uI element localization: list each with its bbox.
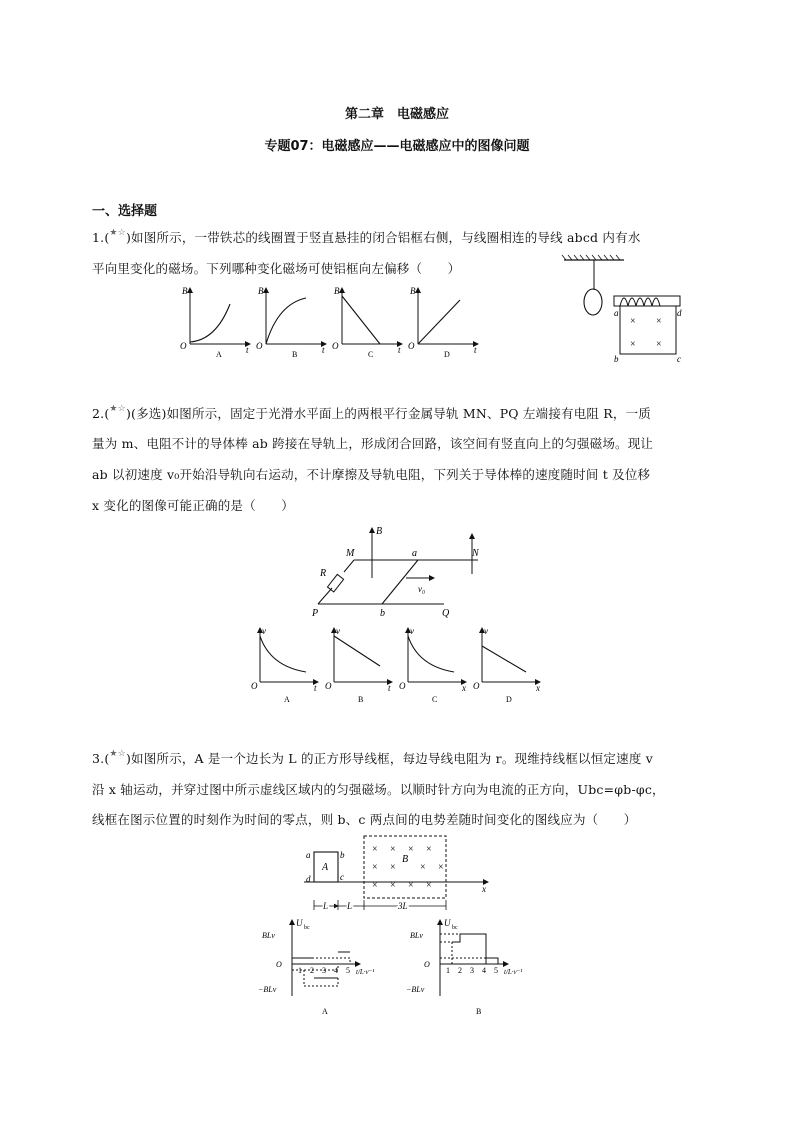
q3-label-c: c bbox=[340, 872, 344, 882]
q3-a-zero: O bbox=[276, 960, 282, 969]
svg-text:×: × bbox=[372, 844, 378, 855]
chapter-title: 第二章 电磁感应 bbox=[344, 107, 449, 122]
q2-label-n: N bbox=[472, 548, 479, 559]
q2-b-axis-y: v bbox=[336, 626, 340, 636]
q2-a-origin: O bbox=[251, 681, 258, 691]
q2-number: 2.( bbox=[92, 406, 110, 421]
q1-option-a-label: A bbox=[216, 350, 222, 359]
q2-c-axis-x: x bbox=[462, 683, 466, 693]
q2-c-origin: O bbox=[399, 681, 406, 691]
q1-graph-d bbox=[408, 286, 478, 359]
q1-option-b-label: B bbox=[292, 350, 298, 359]
q2-option-d-label: D bbox=[506, 695, 512, 704]
q2-graph-a bbox=[251, 626, 318, 704]
q1-graph-b bbox=[256, 286, 326, 359]
svg-text:×: × bbox=[390, 844, 396, 855]
field-mark: × bbox=[630, 316, 636, 327]
q3-text1: )如图所示，A 是一个边长为 L 的正方形导线框，每边导线电阻为 r。现维持线框以恒定速度 v bbox=[125, 751, 653, 766]
q3-b-neg-label: −BLv bbox=[406, 985, 425, 994]
q1-d-axis-y: B bbox=[410, 286, 416, 296]
q1-number: 1.( bbox=[92, 230, 110, 245]
q1-label-d: d bbox=[677, 308, 682, 318]
q3-dim-l2: L bbox=[347, 901, 353, 911]
svg-text:×: × bbox=[438, 862, 444, 873]
q2-line2: 量为 m、电阻不计的导体棒 ab 跨接在导轨上，形成闭合回路，该空间有竖直向上的匀强磁场。现让 bbox=[92, 436, 654, 451]
q1-line1 bbox=[92, 228, 641, 246]
q3-a-neg-label: −BLv bbox=[258, 985, 277, 994]
q3-dim-l1: L bbox=[323, 901, 329, 911]
q3-label-x: x bbox=[482, 884, 486, 894]
q1-text1: )如图所示，一带铁芯的线圈置于竖直悬挂的闭合铝框右侧，与线圈相连的导线 abcd 内有水 bbox=[125, 230, 641, 245]
q2-label-m: M bbox=[346, 548, 355, 559]
dimension-lines bbox=[314, 900, 446, 910]
svg-text:×: × bbox=[390, 880, 396, 891]
tick: 5 bbox=[494, 966, 498, 975]
q1-graph-a bbox=[180, 286, 250, 359]
q3-a-y-sub: bc bbox=[304, 925, 310, 931]
q1-option-d-label: D bbox=[444, 350, 450, 359]
difficulty-stars-icon: ★☆ bbox=[109, 749, 126, 759]
svg-text:×: × bbox=[408, 880, 414, 891]
q1-c-axis-x: t bbox=[398, 345, 401, 355]
q3-label-frame: A bbox=[322, 862, 329, 873]
q2-label-b: b bbox=[380, 608, 385, 619]
tick: 3 bbox=[470, 966, 474, 975]
q1-graph-c bbox=[332, 286, 402, 359]
q2-d-origin: O bbox=[473, 681, 480, 691]
q3-label-b: b bbox=[340, 850, 345, 860]
q1-b-axis-x: t bbox=[322, 345, 325, 355]
q1-figure bbox=[560, 254, 690, 364]
q3-b-y-label: U bbox=[444, 918, 451, 928]
q3-field-figure bbox=[296, 832, 496, 914]
q2-line1 bbox=[92, 404, 651, 422]
tick: 5 bbox=[346, 966, 350, 975]
tick: 1 bbox=[446, 966, 450, 975]
q3-a-y-label: U bbox=[296, 918, 303, 928]
q2-line3: ab 以初速度 v₀开始沿导轨向右运动，不计摩擦及导轨电阻，下列关于导体棒的速度随时间 t 及位移 bbox=[92, 467, 651, 482]
svg-text:×: × bbox=[408, 844, 414, 855]
svg-text:×: × bbox=[420, 862, 426, 873]
tick: 2 bbox=[310, 966, 314, 975]
tick: 3 bbox=[322, 966, 326, 975]
q1-a-axis-x: t bbox=[246, 345, 249, 355]
q2-a-axis-y: v bbox=[262, 626, 266, 636]
q2-rails-figure bbox=[306, 522, 496, 618]
q2-a-axis-x: t bbox=[314, 683, 317, 693]
tick: 4 bbox=[334, 966, 338, 975]
field-mark: × bbox=[630, 339, 636, 350]
topic-title: 专题07：电磁感应——电磁感应中的图像问题 bbox=[264, 139, 530, 154]
aluminum-frame bbox=[584, 289, 602, 315]
q2-d-axis-x: x bbox=[536, 683, 540, 693]
tick: 2 bbox=[458, 966, 462, 975]
rod-ab bbox=[382, 560, 418, 604]
q1-c-axis-y: B bbox=[334, 286, 340, 296]
q3-b-y-sub: bc bbox=[452, 925, 458, 931]
q3-option-b-label: B bbox=[476, 1007, 482, 1016]
q3-option-a-label: A bbox=[322, 1007, 328, 1016]
tick: 4 bbox=[482, 966, 486, 975]
q1-d-origin: O bbox=[408, 341, 415, 351]
q3-line1 bbox=[92, 749, 653, 767]
q1-line2: 平向里变化的磁场。下列哪种变化磁场可使铝框向左偏移（ ） bbox=[92, 261, 461, 276]
iron-core bbox=[614, 296, 680, 306]
q2-option-a-label: A bbox=[284, 695, 290, 704]
q2-option-c-label: C bbox=[432, 695, 438, 704]
svg-text:×: × bbox=[372, 862, 378, 873]
q2-label-q: Q bbox=[442, 608, 450, 619]
q2-label-p: P bbox=[312, 608, 319, 619]
section-heading: 一、选择题 bbox=[92, 204, 158, 219]
q3-label-field: B bbox=[402, 854, 409, 865]
q1-label-b: b bbox=[614, 354, 619, 364]
q1-b-axis-y: B bbox=[258, 286, 264, 296]
tick: 1 bbox=[298, 966, 302, 975]
q2-d-axis-y: v bbox=[484, 626, 488, 636]
q2-c-axis-y: v bbox=[410, 626, 414, 636]
q1-option-graphs bbox=[176, 282, 486, 362]
q2-text1: )(多选)如图所示，固定于光滑水平面上的两根平行金属导轨 MN、PQ 左端接有电阻 R，一质 bbox=[125, 406, 652, 421]
q3-label-d: d bbox=[306, 874, 311, 884]
field-mark: × bbox=[656, 316, 662, 327]
q2-label-b-field: B bbox=[376, 526, 383, 537]
q2-graph-b bbox=[325, 626, 392, 704]
q3-b-x-label: t/L·v⁻¹ bbox=[504, 968, 523, 976]
svg-text:×: × bbox=[426, 880, 432, 891]
q3-b-zero: O bbox=[424, 960, 430, 969]
q3-b-pos-label: BLv bbox=[410, 931, 423, 940]
q2-label-v0: v₀ bbox=[418, 584, 426, 594]
q2-label-a: a bbox=[412, 548, 417, 559]
q2-graph-d bbox=[473, 626, 540, 704]
q2-option-graphs bbox=[248, 622, 548, 706]
q2-graph-c bbox=[399, 626, 466, 704]
q2-line4: x 变化的图像可能正确的是（ ） bbox=[92, 498, 294, 513]
q1-label-a: a bbox=[614, 308, 619, 318]
q3-dim-3l: 3L bbox=[398, 901, 408, 911]
circuit-abcd bbox=[620, 306, 676, 354]
difficulty-stars-icon: ★☆ bbox=[109, 404, 126, 414]
q1-label-c: c bbox=[677, 354, 681, 364]
field-mark: × bbox=[656, 339, 662, 350]
q1-option-c-label: C bbox=[368, 350, 374, 359]
svg-text:×: × bbox=[426, 844, 432, 855]
svg-text:×: × bbox=[372, 880, 378, 891]
q3-label-a: a bbox=[306, 850, 311, 860]
difficulty-stars-icon: ★☆ bbox=[109, 228, 126, 238]
q3-line3: 线框在图示位置的时刻作为时间的零点，则 b、c 两点间的电势差随时间变化的图线应为（ ） bbox=[92, 812, 637, 827]
q3-graph-b bbox=[404, 916, 544, 1020]
q3-a-pos-label: BLv bbox=[262, 931, 275, 940]
field-marks bbox=[372, 844, 444, 891]
q1-d-axis-x: t bbox=[474, 345, 477, 355]
q2-label-r: R bbox=[320, 568, 327, 579]
q1-a-axis-y: B bbox=[182, 286, 188, 296]
q1-b-origin: O bbox=[256, 341, 263, 351]
q3-graph-a bbox=[256, 916, 375, 1020]
svg-text:×: × bbox=[390, 862, 396, 873]
q1-c-origin: O bbox=[332, 341, 339, 351]
q3-a-x-label: t/L·v⁻¹ bbox=[356, 968, 375, 976]
q1-a-origin: O bbox=[180, 341, 187, 351]
q3-number: 3.( bbox=[92, 751, 110, 766]
q3-line2: 沿 x 轴运动，并穿过图中所示虚线区域内的匀强磁场。以顺时针方向为电流的正方向，Ubc=φb-φc， bbox=[92, 782, 665, 797]
q2-b-axis-x: t bbox=[388, 683, 391, 693]
q2-option-b-label: B bbox=[358, 695, 364, 704]
q2-b-origin: O bbox=[325, 681, 332, 691]
resistor-r bbox=[327, 574, 343, 592]
